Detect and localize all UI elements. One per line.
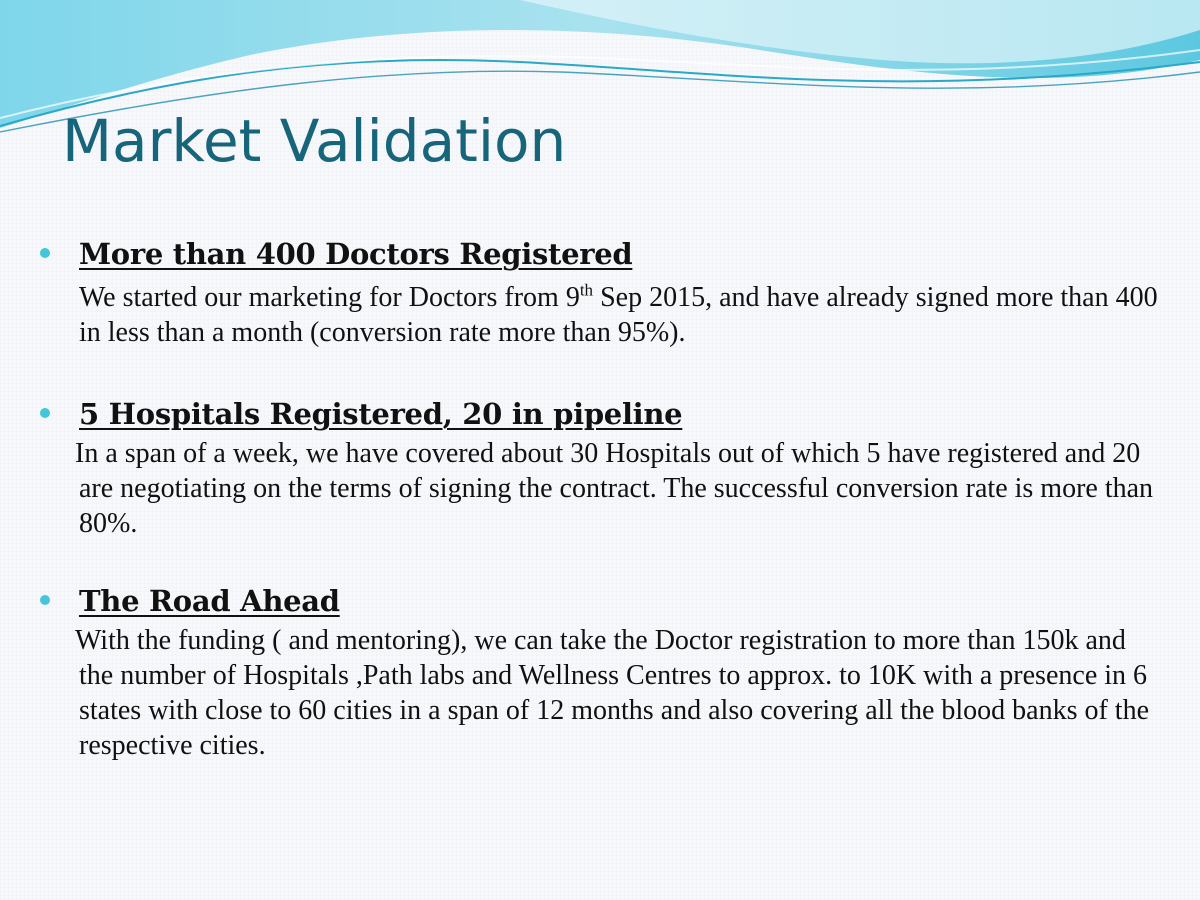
section-hospitals [40,392,1160,541]
bullet-icon [40,408,50,418]
section-text-road-ahead: With the funding ( and mentoring), we can take the Doctor registration to more than 150k and the number of Hospitals ,Path labs and Wellness Centres to approx. to 10K with a presence in 6 states with close to 60 cities in a span of 12 months and also covering all the blood banks of the respective cities. [75,625,1150,761]
slide-title: Market Validation [62,107,567,175]
section-heading-doctors: More than 400 Doctors Registered [79,237,633,271]
section-heading-hospitals: 5 Hospitals Registered, 20 in pipeline [79,397,683,431]
bullet-icon [40,248,50,258]
section-heading-road-ahead: The Road Ahead [79,584,340,618]
section-text-hospitals: In a span of a week, we have covered about 30 Hospitals out of which 5 have registered and 20 are negotiating on the terms of signing the contract. The successful conversion rate is more than 80%. [75,438,1154,539]
section-doctors [40,232,1160,350]
section-road-ahead [40,579,1160,763]
section-text-doctors: We started our marketing for Doctors from 9th Sep 2015, and have already signed more than 400 in less than a month (conversion rate more than 95%). [79,280,1158,348]
slide-content [40,232,1160,763]
bullet-icon [40,595,50,605]
